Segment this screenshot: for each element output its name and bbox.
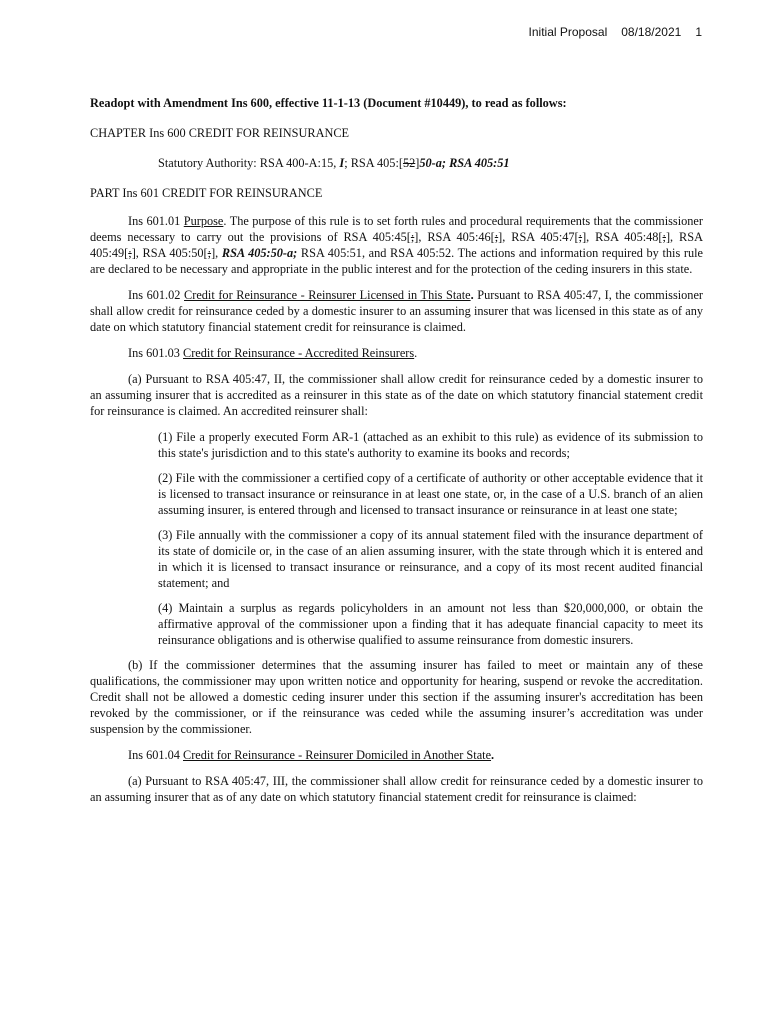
section-number: Ins 601.01 (128, 214, 184, 228)
text-run: ], RSA 405:47[ (498, 230, 579, 244)
heading-period: . (414, 346, 418, 360)
section-heading: Credit for Reinsurance - Reinsurer Licensed in This State (184, 288, 471, 302)
struck-text: ; (494, 230, 499, 244)
header-label: Initial Proposal (528, 25, 608, 39)
heading-period: . (470, 288, 474, 302)
part-heading: PART Ins 601 CREDIT FOR REINSURANCE (90, 186, 323, 200)
section-601-01 (90, 213, 703, 277)
section-601-03 (90, 345, 703, 361)
text-run: . The purpose of this rule is to set forth rules and procedural requirements that the commissioner deems necessary to carry out the provisions of RSA 405:45[ (90, 214, 703, 244)
list-item: (3) File annually with the commissioner a copy of its annual statement filed with the insurance department of its state of domicile or, in the case of an alien assuming insurer, with the state through which it is entered and in which it is licensed to transact insurance or reinsurance, and a copy of its most recent audited financial statement; and (158, 528, 703, 590)
section-heading: Credit for Reinsurance - Accredited Reinsurers (183, 346, 415, 360)
text-run: ], RSA 405:49[ (90, 230, 703, 260)
authority-prefix: Statutory Authority: RSA 400-A:15 (158, 156, 334, 170)
section-601-04-a: (a) Pursuant to RSA 405:47, III, the commissioner shall allow credit for reinsurance ceded by a domestic insurer to an assuming insurer that as of any date on which statutory financial statement credit for reinsurance is claimed: (90, 774, 703, 804)
chapter-heading: CHAPTER Ins 600 CREDIT FOR REINSURANCE (90, 126, 350, 140)
authority-added: 50-a; RSA 405:51 (419, 156, 510, 170)
text-run: ], RSA 405:46[ (414, 230, 495, 244)
section-601-03-b: (b) If the commissioner determines that the assuming insurer has failed to meet or maintain any of these qualifications, the commissioner may upon written notice and opportunity for hearing, suspend or revoke the accreditation. Credit shall not be allowed a domestic ceding insurer under this section if the assuming insurer's accreditation has been revoked by the commissioner, or if the reinsurance was ceded while the assuming insurer’s accreditation was under suspension by the commissioner. (90, 658, 703, 736)
struck-text: ; (662, 230, 666, 244)
authority-mid: ; RSA 405:[ (344, 156, 403, 170)
section-text: Pursuant to RSA 405:47, I, the commissioner shall allow credit for reinsurance ceded by a domestic insurer to an assuming insurer that was licensed in this state as of any date on which statutory financial statement credit for reinsurance is claimed. (90, 288, 703, 334)
text-run: ], RSA 405:48[ (582, 230, 663, 244)
added-text: RSA 405:50-a; (221, 246, 298, 260)
section-601-04 (90, 747, 703, 763)
struck-text: ; (128, 246, 132, 260)
header-page-number: 1 (695, 25, 702, 39)
page-header (515, 24, 702, 40)
section-601-03-a: (a) Pursuant to RSA 405:47, II, the commissioner shall allow credit for reinsurance ceded by a domestic insurer to an assuming insurer that is accredited as a reinsurer in this state as of the date on which statutory financial statement credit for reinsurance is claimed. An accredited reinsurer shall: (90, 372, 703, 418)
list-item: (1) File a properly executed Form AR-1 (attached as an exhibit to this rule) as evidence of its submission to this state's jurisdiction and to this state's authority to examine its books and records; (158, 430, 703, 460)
struck-text: ; (578, 230, 583, 244)
section-number: Ins 601.03 (128, 346, 183, 360)
section-number: Ins 601.04 (128, 748, 183, 762)
list-item: (4) Maintain a surplus as regards policyholders in an amount not less than $20,000,000, or obtain the affirmative approval of the commissioner upon a finding that it has adequate financial capacity to meet its reinsurance obligations and is otherwise qualified to assume reinsurance from domestic insurers. (158, 601, 703, 647)
struck-text: ; (410, 230, 415, 244)
section-number: Ins 601.02 (128, 288, 185, 302)
authority-sep: , (333, 156, 340, 170)
authority-roman: I (339, 156, 345, 170)
struck-text: ; (207, 246, 212, 260)
text-run: ], RSA 405:50[ (131, 246, 208, 260)
authority-struck: 52 (402, 156, 416, 170)
section-heading: Credit for Reinsurance - Reinsurer Domiciled in Another State (183, 748, 492, 762)
document-body (90, 95, 703, 815)
document-title: Readopt with Amendment Ins 600, effective 11-1-13 (Document #10449), to read as follows: (90, 96, 567, 110)
heading-period: . (491, 748, 495, 762)
text-run: RSA 405:51, and RSA 405:52. The actions and information required by this rule are declared to be necessary and appropriate in the public interest and for the protection of the ceding insurers in this state. (90, 246, 703, 276)
list-item: (2) File with the commissioner a certified copy of a certificate of authority or other acceptable evidence that it is licensed to transact insurance or reinsurance in at least one state, or, in the case of a U.S. branch of an alien assuming insurer, is entered through and licensed to transact insurance or reinsurance in at least one state; (158, 471, 703, 517)
section-heading: Purpose (183, 214, 224, 228)
section-601-02 (90, 287, 703, 335)
statutory-authority (90, 155, 703, 171)
text-run: ], (211, 246, 222, 260)
header-date: 08/18/2021 (621, 25, 682, 39)
authority-close: ] (415, 156, 420, 170)
